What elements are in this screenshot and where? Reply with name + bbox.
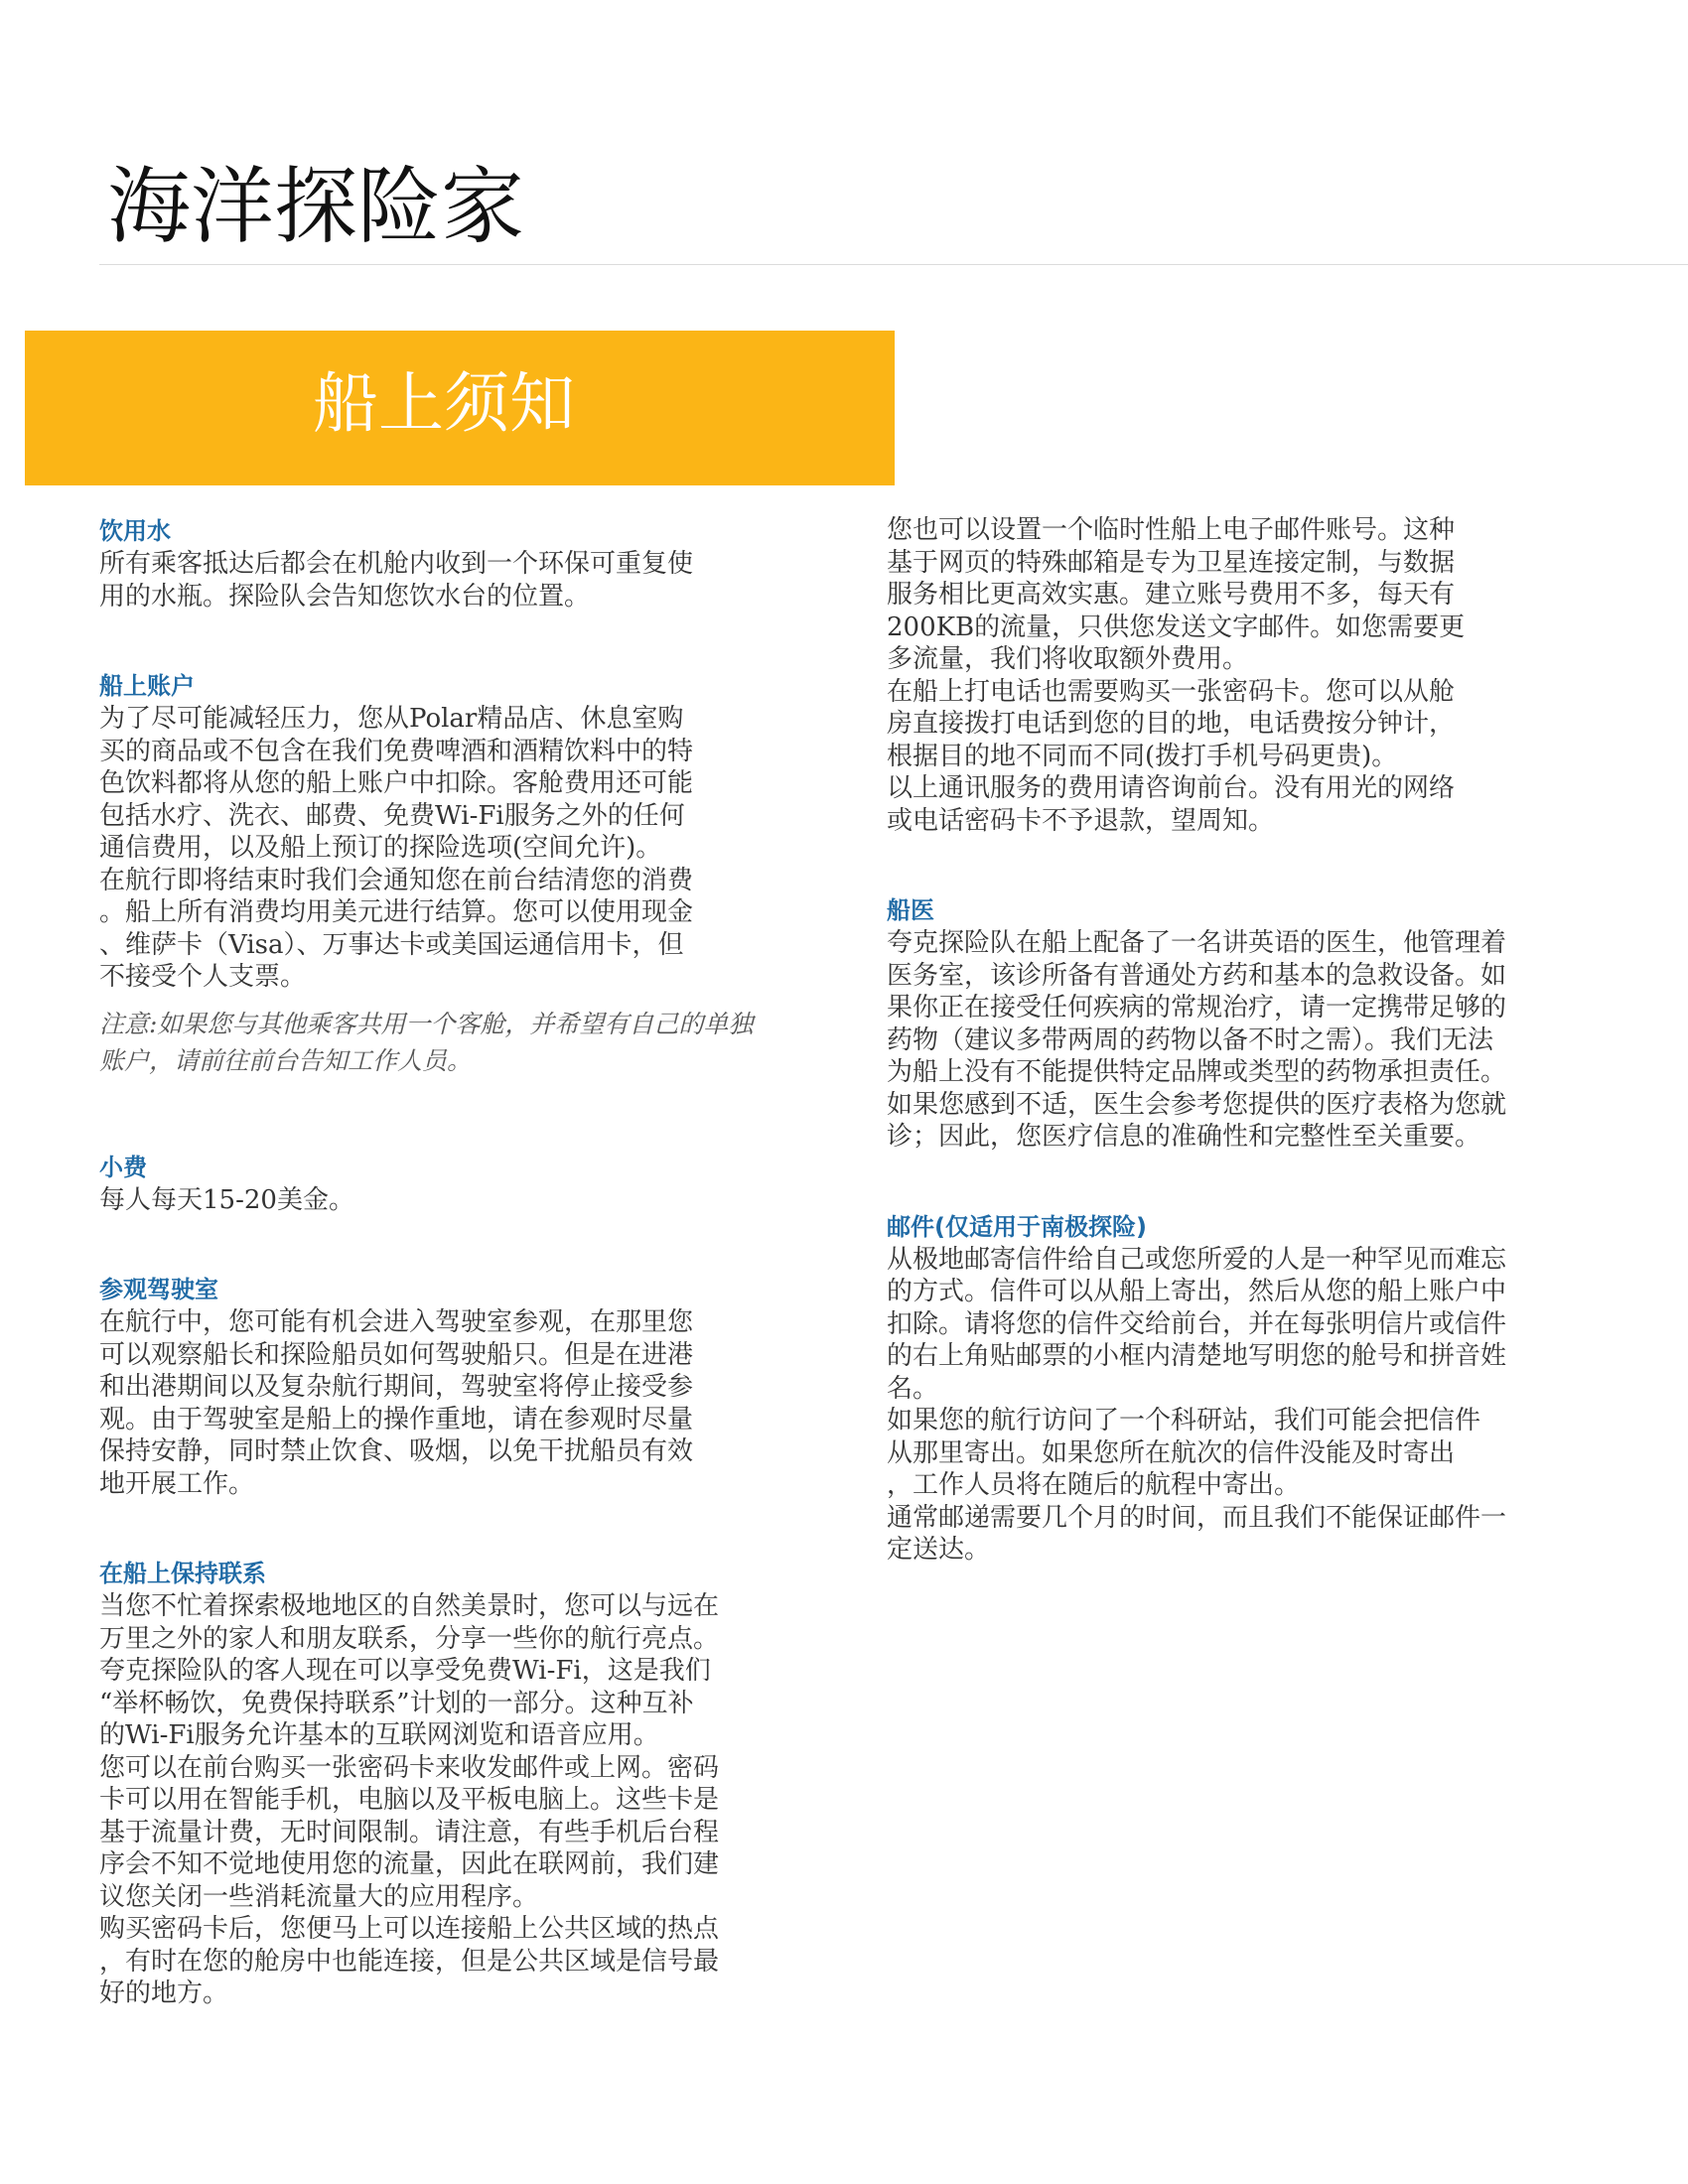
paragraph-line: 保持安静，同时禁止饮食、吸烟，以免干扰船员有效	[99, 1436, 694, 1466]
paragraph-line: 扣除。请将您的信件交给前台，并在每张明信片或信件	[887, 1308, 1507, 1339]
paragraph-line: 200KB的流量，只供您发送文字邮件。如您需要更	[887, 612, 1466, 642]
paragraph-line: 包括水疗、洗衣、邮费、免费Wi-Fi服务之外的任何	[99, 800, 685, 831]
spacer	[99, 613, 804, 669]
spacer	[99, 1500, 804, 1557]
paragraph-line: 的方式。信件可以从船上寄出，然后从您的船上账户中	[887, 1277, 1507, 1306]
paragraph-line: 色饮料都将从您的船上账户中扣除。客舱费用还可能	[99, 768, 694, 798]
paragraph-line: 购买密码卡后，您便马上可以连接船上公共区域的热点	[99, 1914, 720, 1944]
paragraph-line: 序会不知不觉地使用您的流量，因此在联网前，我们建	[99, 1849, 720, 1879]
paragraph-line: 基于流量计费，无时间限制。请注意，有些手机后台程	[99, 1817, 720, 1847]
banner-title: 船上须知	[313, 365, 575, 442]
paragraph-line: ，有时在您的舱房中也能连接，但是公共区域是信号最	[99, 1946, 720, 1977]
paragraph-line: 药物（建议多带两周的药物以备不时之需）。我们无法	[887, 1024, 1494, 1055]
right-column	[887, 514, 1621, 1567]
section-connectivity-continued	[887, 514, 1621, 837]
paragraph-line: 在船上打电话也需要购买一张密码卡。您可以从舱	[887, 676, 1456, 707]
paragraph-line: 夸克探险队的客人现在可以享受免费Wi-Fi，这是我们	[99, 1656, 711, 1686]
paragraph-line: 为了尽可能减轻压力，您从Polar精品店、休息室购	[99, 704, 684, 734]
paragraph-line: 地开展工作。	[99, 1468, 255, 1499]
paragraph-line: 您可以在前台购买一张密码卡来收发邮件或上网。密码	[99, 1752, 720, 1783]
paragraph-line: 可以观察船长和探险船员如何驾驶船只。但是在进港	[99, 1339, 694, 1370]
left-column	[99, 514, 804, 2010]
paragraph-line: 名。	[887, 1373, 939, 1404]
paragraph-line: “举杯畅饮，免费保持联系”计划的一部分。这种互补	[99, 1688, 694, 1718]
paragraph-line: 、维萨卡（Visa）、万事达卡或美国运通信用卡，但	[99, 929, 684, 960]
paragraph-line: 从那里寄出。如果您所在航次的信件没能及时寄出	[887, 1437, 1456, 1468]
paragraph-line: 您也可以设置一个临时性船上电子邮件账号。这种	[887, 515, 1456, 545]
note-line: 账户，请前往前台告知工作人员。	[99, 1045, 473, 1075]
section-mail	[887, 1210, 1621, 1567]
paragraph-line: 根据目的地不同而不同(拨打手机号码更贵)。	[887, 741, 1398, 771]
section-heading: 船上账户	[99, 672, 195, 700]
section-heading: 船医	[887, 896, 934, 924]
paragraph-line: 和出港期间以及复杂航行期间，驾驶室将停止接受参	[99, 1372, 694, 1402]
paragraph-line: 当您不忙着探索极地地区的自然美景时，您可以与远在	[99, 1591, 720, 1621]
section-heading: 小费	[99, 1153, 147, 1181]
paragraph-line: 如果您感到不适，医生会参考您提供的医疗表格为您就	[887, 1089, 1507, 1120]
paragraph-line: 定送达。	[887, 1535, 991, 1565]
paragraph-line: 诊；因此，您医疗信息的准确性和完整性至关重要。	[887, 1122, 1481, 1152]
paragraph-line: 好的地方。	[99, 1979, 229, 2008]
paragraph-line: 在航行中，您可能有机会进入驾驶室参观，在那里您	[99, 1307, 694, 1337]
section-banner	[25, 331, 895, 485]
spacer	[99, 1079, 804, 1151]
spacer	[99, 1216, 804, 1273]
paragraph-line: 为船上没有不能提供特定品牌或类型的药物承担责任。	[887, 1057, 1507, 1087]
paragraph-line: 夸克探险队在船上配备了一名讲英语的医生，他管理着	[887, 928, 1507, 958]
section-onboard-account	[99, 669, 804, 1079]
document-title: 海洋探险家	[107, 158, 525, 255]
paragraph-line: 用的水瓶。探险队会告知您饮水台的位置。	[99, 581, 591, 612]
paragraph-line: 基于网页的特殊邮箱是专为卫星连接定制，与数据	[887, 547, 1456, 578]
paragraph-line: 如果您的航行访问了一个科研站，我们可能会把信件	[887, 1406, 1481, 1435]
paragraph-line: 通常邮递需要几个月的时间，而且我们不能保证邮件一	[887, 1502, 1507, 1533]
paragraph-line: 通信费用，以及船上预订的探险选项(空间允许)。	[99, 833, 662, 863]
paragraph-line: 每人每天15-20美金。	[99, 1184, 354, 1215]
section-stay-connected	[99, 1557, 804, 2010]
title-divider	[99, 264, 1688, 265]
spacer	[887, 1154, 1621, 1210]
spacer	[887, 837, 1621, 893]
paragraph-line: 不接受个人支票。	[99, 962, 307, 992]
paragraph-line: 万里之外的家人和朋友联系，分享一些你的航行亮点。	[99, 1623, 720, 1654]
paragraph-line: 从极地邮寄信件给自己或您所爱的人是一种罕见而难忘	[887, 1244, 1507, 1275]
section-ship-doctor	[887, 893, 1621, 1154]
paragraph-line: 多流量，我们将收取额外费用。	[887, 644, 1249, 674]
paragraph-line: 服务相比更高效实惠。建立账号费用不多，每天有	[887, 580, 1456, 610]
paragraph-line: ，工作人员将在随后的航程中寄出。	[887, 1470, 1301, 1500]
paragraph-line: 医务室，该诊所备有普通处方药和基本的急救设备。如	[887, 960, 1507, 991]
paragraph-line: 或电话密码卡不予退款，望周知。	[887, 805, 1275, 836]
section-tipping	[99, 1151, 804, 1217]
note-line: 注意:如果您与其他乘客共用一个客舱，并希望有自己的单独	[99, 1009, 754, 1038]
section-heading: 邮件(仅适用于南极探险)	[887, 1212, 1147, 1241]
paragraph-line: 房直接拨打电话到您的目的地，电话费按分钟计，	[887, 709, 1456, 739]
paragraph-line: 以上通讯服务的费用请咨询前台。没有用光的网络	[887, 773, 1456, 803]
section-bridge-visit	[99, 1273, 804, 1500]
account-note	[99, 1006, 804, 1079]
paragraph-line: 卡可以用在智能手机，电脑以及平板电脑上。这些卡是	[99, 1785, 720, 1815]
paragraph-line: 的右上角贴邮票的小框内清楚地写明您的舱号和拼音姓	[887, 1341, 1507, 1371]
section-heading: 饮用水	[99, 517, 171, 545]
paragraph-line: 所有乘客抵达后都会在机舱内收到一个环保可重复使	[99, 549, 694, 579]
paragraph-line: 果你正在接受任何疾病的常规治疗，请一定携带足够的	[887, 993, 1507, 1023]
section-heading: 参观驾驶室	[99, 1276, 218, 1303]
paragraph-line: 观。由于驾驶室是船上的操作重地，请在参观时尽量	[99, 1404, 694, 1434]
paragraph-line: 在航行即将结束时我们会通知您在前台结清您的消费	[99, 865, 694, 895]
section-drinking-water	[99, 514, 804, 613]
paragraph-line: 。船上所有消费均用美元进行结算。您可以使用现金	[99, 897, 694, 927]
paragraph-line: 的Wi-Fi服务允许基本的互联网浏览和语音应用。	[99, 1720, 659, 1750]
section-heading: 在船上保持联系	[99, 1560, 266, 1587]
paragraph-line: 议您关闭一些消耗流量大的应用程序。	[99, 1881, 539, 1912]
paragraph-line: 买的商品或不包含在我们免费啤酒和酒精饮料中的特	[99, 736, 694, 766]
